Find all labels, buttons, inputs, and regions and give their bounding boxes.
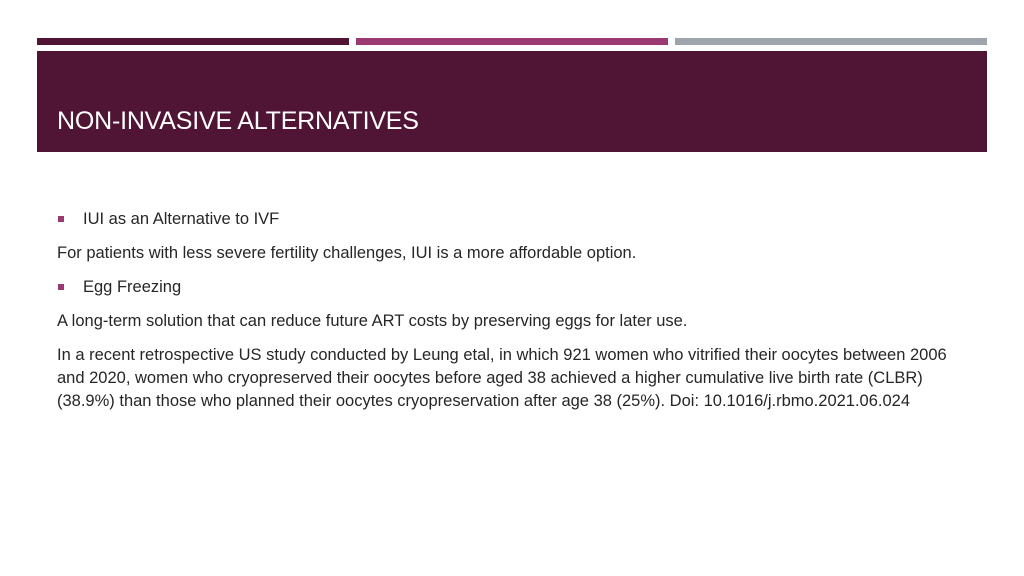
bullet-item	[57, 208, 967, 231]
bullet-item	[57, 276, 967, 299]
body-paragraph: For patients with less severe fertility challenges, IUI is a more affordable option.	[57, 244, 637, 262]
accent-bar-gray	[675, 38, 987, 45]
slide-body	[57, 208, 967, 424]
square-bullet-icon	[58, 284, 64, 290]
accent-bar-pink	[356, 38, 668, 45]
body-paragraph: In a recent retrospective US study conducted by Leung etal, in which 921 women who vitrified their oocytes between 2006 and 2020, women who cryopreserved their oocytes before aged 38 achieved a higher cumulative live birth rate (CLBR) (38.9%) than those who planned their oocytes cryopreservation after age 38 (25%). Doi: 10.1016/j.rbmo.2021.06.024	[57, 346, 947, 410]
title-band	[37, 51, 987, 152]
bullet-text: IUI as an Alternative to IVF	[83, 210, 280, 228]
accent-bar-dark	[37, 38, 349, 45]
square-bullet-icon	[58, 216, 64, 222]
bullet-text: Egg Freezing	[83, 278, 182, 296]
slide-title: NON-INVASIVE ALTERNATIVES	[57, 107, 419, 135]
body-paragraph: A long-term solution that can reduce future ART costs by preserving eggs for later use.	[57, 312, 688, 330]
